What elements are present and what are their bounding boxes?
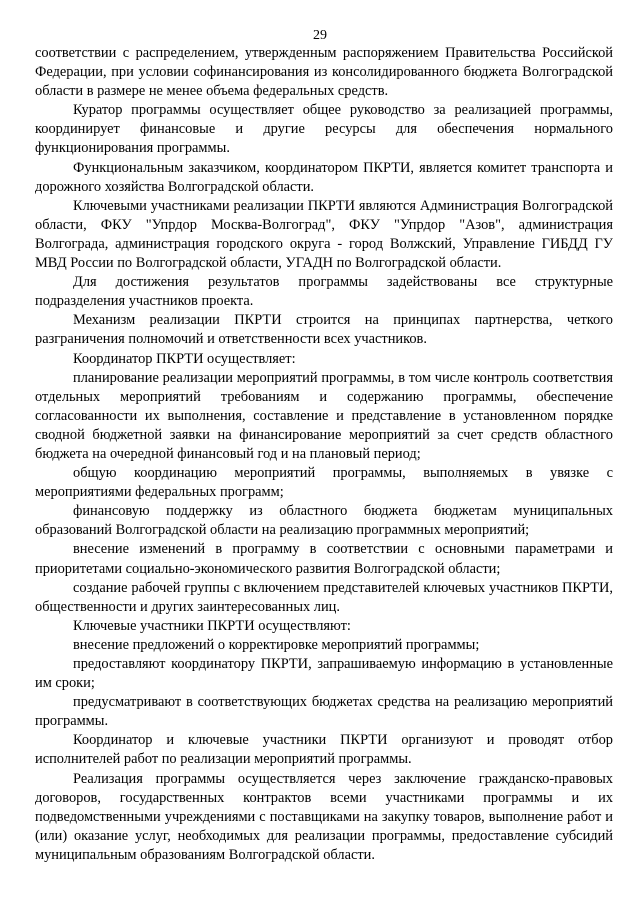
paragraph: Ключевыми участниками реализации ПКРТИ являются Администрация Волгоградской области, ФКУ "Упрдор Москва-Волгоград", ФКУ "Упрдор "Азов", администрация Волгограда, администрация городского округа - город Волжский, Управление ГИБДД ГУ МВД России по Волгоградской области, УГАДН по Волгоградской области.: [35, 197, 613, 272]
paragraph: Реализация программы осуществляется через заключение гражданско-правовых договоров, государственных контрактов всеми участниками программы и их подведомственными учреждениями с поставщиками на закупку товаров, выполнение работ и (или) оказание услуг, необходимых для реализации программы, предоставление субсидий муниципальным образованиям Волгоградской области.: [35, 770, 613, 863]
paragraph: общую координацию мероприятий программы, выполняемых в увязке с мероприятиями федеральных программ;: [35, 465, 613, 501]
page-number: 29: [313, 28, 327, 43]
paragraph: планирование реализации мероприятий программы, в том числе контроль соответствия отдельных мероприятий требованиям и содержанию программы, обеспечение согласованности их выполнения, составление и представление в установленном порядке сводной бюджетной заявки на финансирование мероприятий за счет средств областного бюджета на очередной финансовый год и на плановый период;: [35, 369, 613, 462]
paragraph: Куратор программы осуществляет общее руководство за реализацией программы, координирует финансовые и другие ресурсы для обеспечения нормального функционирования программы.: [35, 102, 613, 157]
paragraph: предоставляют координатору ПКРТИ, запрашиваемую информацию в установленные им сроки;: [35, 656, 613, 692]
paragraph: Координатор и ключевые участники ПКРТИ организуют и проводят отбор исполнителей работ по реализации мероприятий программы.: [35, 732, 613, 768]
paragraph-continued: соответствии с распределением, утвержденным распоряжением Правительства Российской Федерации, при условии софинансирования из консолидированного бюджета Волгоградской области в размере не менее объема федеральных средств.: [35, 45, 613, 100]
document-body: [35, 44, 613, 865]
paragraph: предусматривают в соответствующих бюджетах средства на реализацию мероприятий программы.: [35, 694, 613, 730]
paragraph: создание рабочей группы с включением представителей ключевых участников ПКРТИ, общественности и других заинтересованных лиц.: [35, 579, 613, 615]
paragraph: Координатор ПКРТИ осуществляет:: [73, 350, 296, 367]
paragraph: Ключевые участники ПКРТИ осуществляют:: [73, 617, 351, 634]
paragraph: Для достижения результатов программы задействованы все структурные подразделения участников проекта.: [35, 274, 613, 310]
paragraph: Механизм реализации ПКРТИ строится на принципах партнерства, четкого разграничения полномочий и ответственности всех участников.: [35, 312, 613, 348]
paragraph: Функциональным заказчиком, координатором ПКРТИ, является комитет транспорта и дорожного хозяйства Волгоградской области.: [35, 159, 613, 195]
paragraph: внесение изменений в программу в соответствии с основными параметрами и приоритетами социально-экономического развития Волгоградской области;: [35, 541, 613, 577]
paragraph: внесение предложений о корректировке мероприятий программы;: [73, 636, 480, 653]
paragraph: финансовую поддержку из областного бюджета бюджетам муниципальных образований Волгоградской области на реализацию программных мероприятий;: [35, 503, 613, 539]
